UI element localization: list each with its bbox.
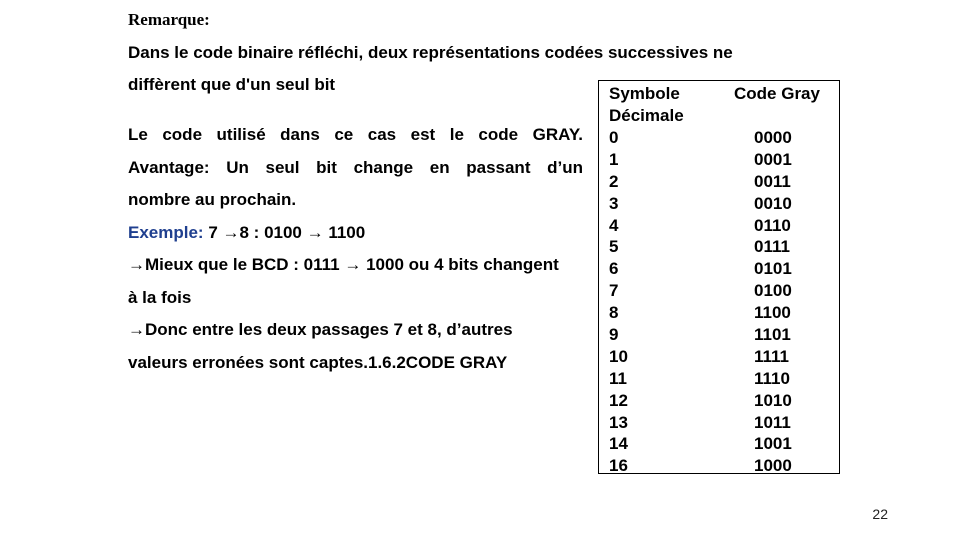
decimal-cell: 6 (609, 259, 619, 279)
gray-code-table (598, 80, 840, 474)
decimal-cell: 9 (609, 325, 619, 345)
table-row (609, 258, 839, 280)
gray-code-cell: 0111 (754, 237, 790, 257)
header-code-gray: Code Gray (734, 84, 820, 103)
gray-code-cell: 1100 (754, 303, 791, 323)
exemple-value: 7 →8 : 0100 → 1100 (208, 222, 366, 242)
decimal-cell: 10 (609, 346, 628, 366)
decimal-cell: 16 (609, 456, 628, 476)
table-row (609, 390, 839, 412)
table-row (609, 324, 839, 346)
decimal-cell: 4 (609, 215, 619, 235)
table-row (609, 302, 839, 324)
line-exemple (128, 217, 583, 250)
decimal-cell: 7 (609, 281, 619, 301)
decimal-cell: 3 (609, 193, 619, 213)
line-a-la-fois: à la fois (128, 287, 192, 307)
table-row (609, 368, 839, 390)
gray-code-cell: 0010 (754, 193, 792, 213)
gray-code-cell: 1001 (754, 434, 792, 454)
header-symbole: Symbole Décimale (609, 84, 684, 125)
line-prochain: nombre au prochain. (128, 190, 297, 209)
table-row (609, 127, 839, 149)
intro-paragraph: Dans le code binaire réfléchi, deux représentations codées successives ne diffèrent que d'un seul bit (128, 43, 733, 94)
gray-code-cell: 0011 (754, 171, 791, 191)
table-row (609, 455, 839, 477)
decimal-cell: 12 (609, 390, 628, 410)
gray-code-cell: 0000 (754, 128, 792, 147)
line-avantage: Avantage: Un seul bit change en passant d’un (128, 157, 583, 177)
decimal-cell: 1 (609, 149, 619, 169)
decimal-cell: 2 (609, 171, 619, 191)
gray-code-cell: 1010 (754, 390, 792, 410)
decimal-cell: 11 (609, 368, 627, 388)
decimal-cell: 5 (609, 237, 619, 257)
line-valeurs: valeurs erronées sont captes.1.6.2CODE GRAY (128, 352, 508, 372)
line-mieux: →Mieux que le BCD : 0111 → 1000 ou 4 bits changent (128, 255, 559, 274)
gray-code-cell: 0001 (754, 149, 792, 169)
table-row (609, 280, 839, 302)
table-row (609, 236, 839, 258)
page-number: 22 (872, 506, 888, 522)
gray-code-cell: 1101 (754, 325, 791, 345)
decimal-cell: 8 (609, 303, 619, 323)
line-code-used: Le code utilisé dans ce cas est le code GRAY. (128, 125, 583, 144)
table-row (609, 433, 839, 455)
table-rows (609, 127, 839, 477)
remarque-heading: Remarque: (128, 10, 210, 29)
table-row (609, 171, 839, 193)
table-row (609, 215, 839, 237)
gray-code-cell: 1111 (754, 346, 790, 366)
table-row (609, 193, 839, 215)
explanation-column (128, 119, 583, 379)
decimal-cell: 13 (609, 412, 628, 432)
exemple-label: Exemple: (128, 222, 204, 242)
table-row (609, 149, 839, 171)
gray-code-cell: 0100 (754, 281, 792, 301)
line-donc: →Donc entre les deux passages 7 et 8, d’autres (128, 320, 513, 339)
table-row (609, 412, 839, 434)
gray-code-cell: 1000 (754, 456, 792, 476)
decimal-cell: 0 (609, 128, 619, 147)
gray-code-cell: 1011 (754, 412, 791, 432)
table-row (609, 346, 839, 368)
gray-code-cell: 1110 (754, 368, 790, 388)
decimal-cell: 14 (609, 434, 628, 454)
gray-code-cell: 0110 (754, 215, 791, 235)
gray-code-cell: 0101 (754, 259, 792, 279)
